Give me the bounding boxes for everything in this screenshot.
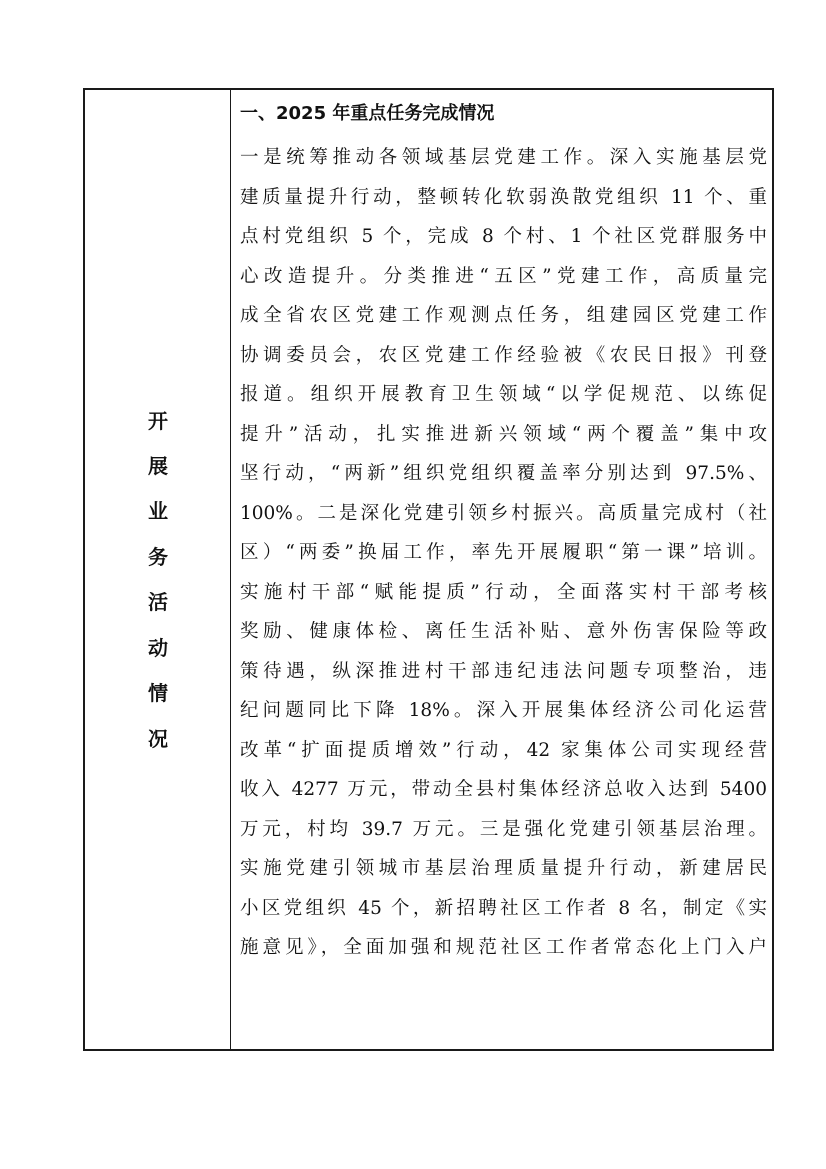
section-label-char: 业 bbox=[148, 499, 168, 523]
section-label-char: 务 bbox=[148, 545, 168, 569]
section-label-char: 情 bbox=[148, 681, 168, 705]
paragraph-line: 改革“扩面提质增效”行动，42 家集体公司实现经营 bbox=[240, 740, 767, 761]
paragraph-line: 实施党建引领城市基层治理质量提升行动，新建居民 bbox=[240, 858, 767, 879]
paragraph-line: 收入 4277 万元，带动全县村集体经济总收入达到 5400 bbox=[240, 779, 767, 800]
paragraph-line: 成全省农区党建工作观测点任务，组建园区党建工作 bbox=[240, 305, 767, 326]
paragraph-line: 策待遇，纵深推进村干部违纪违法问题专项整治，违 bbox=[240, 661, 767, 682]
paragraph-line: 纪问题同比下降 18%。深入开展集体经济公司化运营 bbox=[240, 700, 767, 721]
content-cell bbox=[231, 90, 772, 1049]
paragraph-line: 心改造提升。分类推进“五区”党建工作，高质量完 bbox=[240, 266, 767, 287]
section-label-char: 开 bbox=[148, 409, 168, 433]
paragraph-line: 施意见》，全面加强和规范社区工作者常态化上门入户 bbox=[240, 937, 767, 958]
paragraph-line: 提升”活动，扎实推进新兴领域“两个覆盖”集中攻 bbox=[240, 424, 767, 445]
section-label-char: 动 bbox=[148, 636, 168, 660]
paragraph-line: 点村党组织 5 个，完成 8 个村、1 个社区党群服务中 bbox=[240, 226, 767, 247]
section-heading: 一、2025 年重点任务完成情况 bbox=[240, 103, 495, 124]
paragraph-line: 万元，村均 39.7 万元。三是强化党建引领基层治理。 bbox=[240, 819, 767, 840]
section-label-char: 况 bbox=[148, 727, 168, 751]
form-table bbox=[83, 88, 774, 1051]
paragraph-line: 协调委员会，农区党建工作经验被《农民日报》刊登 bbox=[240, 345, 767, 366]
section-label-cell bbox=[85, 90, 231, 1049]
paragraph-line: 小区党组织 45 个，新招聘社区工作者 8 名，制定《实 bbox=[240, 898, 767, 919]
paragraph-line: 区）“两委”换届工作，率先开展履职“第一课”培训。 bbox=[240, 542, 767, 563]
paragraph-line: 报道。组织开展教育卫生领域“以学促规范、以练促 bbox=[240, 384, 767, 405]
paragraph-line: 建质量提升行动，整顿转化软弱涣散党组织 11 个、重 bbox=[240, 187, 767, 208]
paragraph-line: 实施村干部“赋能提质”行动，全面落实村干部考核 bbox=[240, 582, 767, 603]
paragraph-line: 坚行动，“两新”组织党组织覆盖率分别达到 97.5%、 bbox=[240, 463, 767, 484]
paragraph-line: 100%。二是深化党建引领乡村振兴。高质量完成村（社 bbox=[240, 503, 767, 524]
paragraph-line: 奖励、健康体检、离任生活补贴、意外伤害保险等政 bbox=[240, 621, 767, 642]
section-label-char: 活 bbox=[148, 590, 168, 614]
section-label-char: 展 bbox=[148, 454, 168, 478]
paragraph-line: 一是统筹推动各领域基层党建工作。深入实施基层党 bbox=[240, 147, 767, 168]
